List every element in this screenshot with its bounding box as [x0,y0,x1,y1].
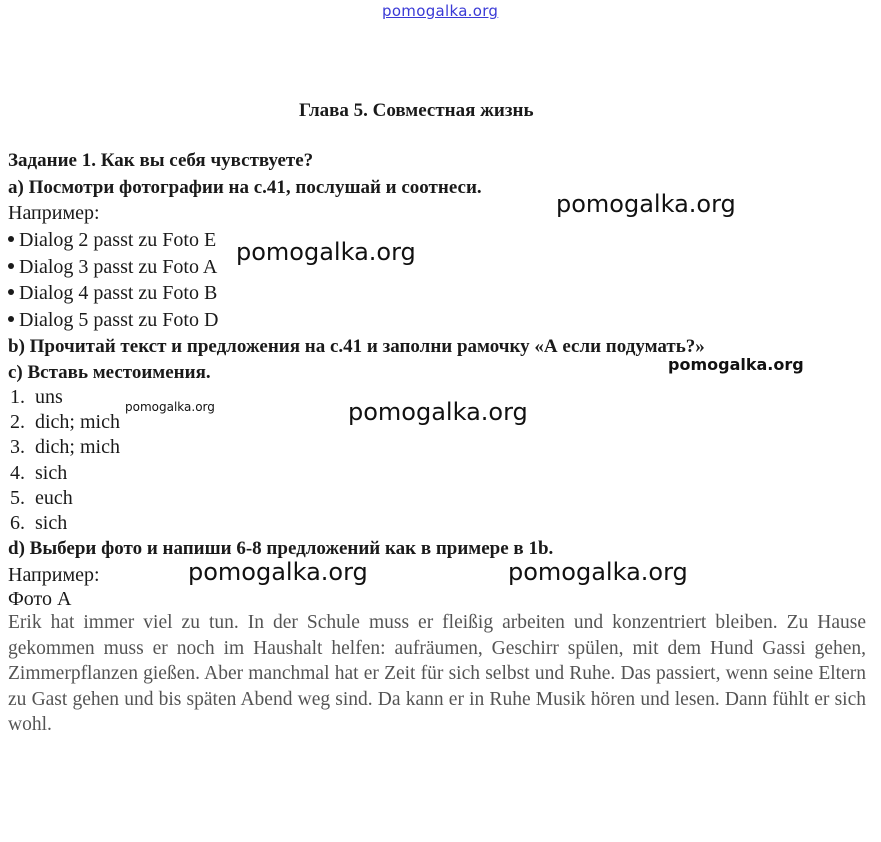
watermark-text: pomogalka.org [668,355,804,374]
task1-d-heading: d) Выбери фото и напиши 6-8 предложений как в примере в 1b. [8,538,554,559]
bullet-icon [8,316,14,322]
list-item: 2. dich; mich [10,411,120,433]
chapter-title: Глава 5. Совместная жизнь [299,100,534,121]
watermark-text: pomogalka.org [508,558,688,586]
task1-heading: Задание 1. Как вы себя чувствуете? [8,150,314,171]
list-item: 6. sich [10,512,68,534]
d-photo-label: Фото А [8,588,72,610]
task1-a-heading: a) Посмотри фотографии на с.41, послушай и соотнеси. [8,177,482,198]
example-label: Например: [8,202,100,224]
example-paragraph: Erik hat immer viel zu tun. In der Schule muss er fleißig arbeiten und konzentriert bleiben. Zu Hause gekommen muss er noch im Haushalt helfen: aufräumen, Geschirr spülen, mit dem Hund Gassi gehen, Zimmerpflanzen gießen. Aber manchmal hat er Zeit für sich selbst und Ruhe. Das passiert, wenn seine Eltern zu Gast gehen und bis späten Abend weg sind. Da kann er in Ruhe Musik hören und lesen. Dann fühlt er sich wohl. [8,612,866,735]
top-site-link[interactable]: pomogalka.org [382,2,499,20]
d-example-label: Например: [8,564,100,586]
list-item: 5. euch [10,487,73,509]
list-item: Dialog 4 passt zu Foto B [8,282,217,305]
watermark-text: pomogalka.org [348,398,528,426]
bullet-icon [8,236,14,242]
bullet-icon [8,289,14,295]
task1-c-heading: c) Вставь местоимения. [8,362,211,383]
list-item: 4. sich [10,462,68,484]
list-item: 1. uns [10,386,63,408]
bullet-icon [8,263,14,269]
task1-b-heading: b) Прочитай текст и предложения на с.41 и заполни рамочку «А если подумать?» [8,336,705,357]
watermark-text: pomogalka.org [125,400,215,414]
list-item: Dialog 5 passt zu Foto D [8,309,218,332]
list-item: Dialog 2 passt zu Foto E [8,229,216,252]
watermark-text: pomogalka.org [236,238,416,266]
list-item: 3. dich; mich [10,436,120,458]
list-item: Dialog 3 passt zu Foto A [8,256,217,279]
watermark-text: pomogalka.org [188,558,368,586]
watermark-text: pomogalka.org [556,190,736,218]
